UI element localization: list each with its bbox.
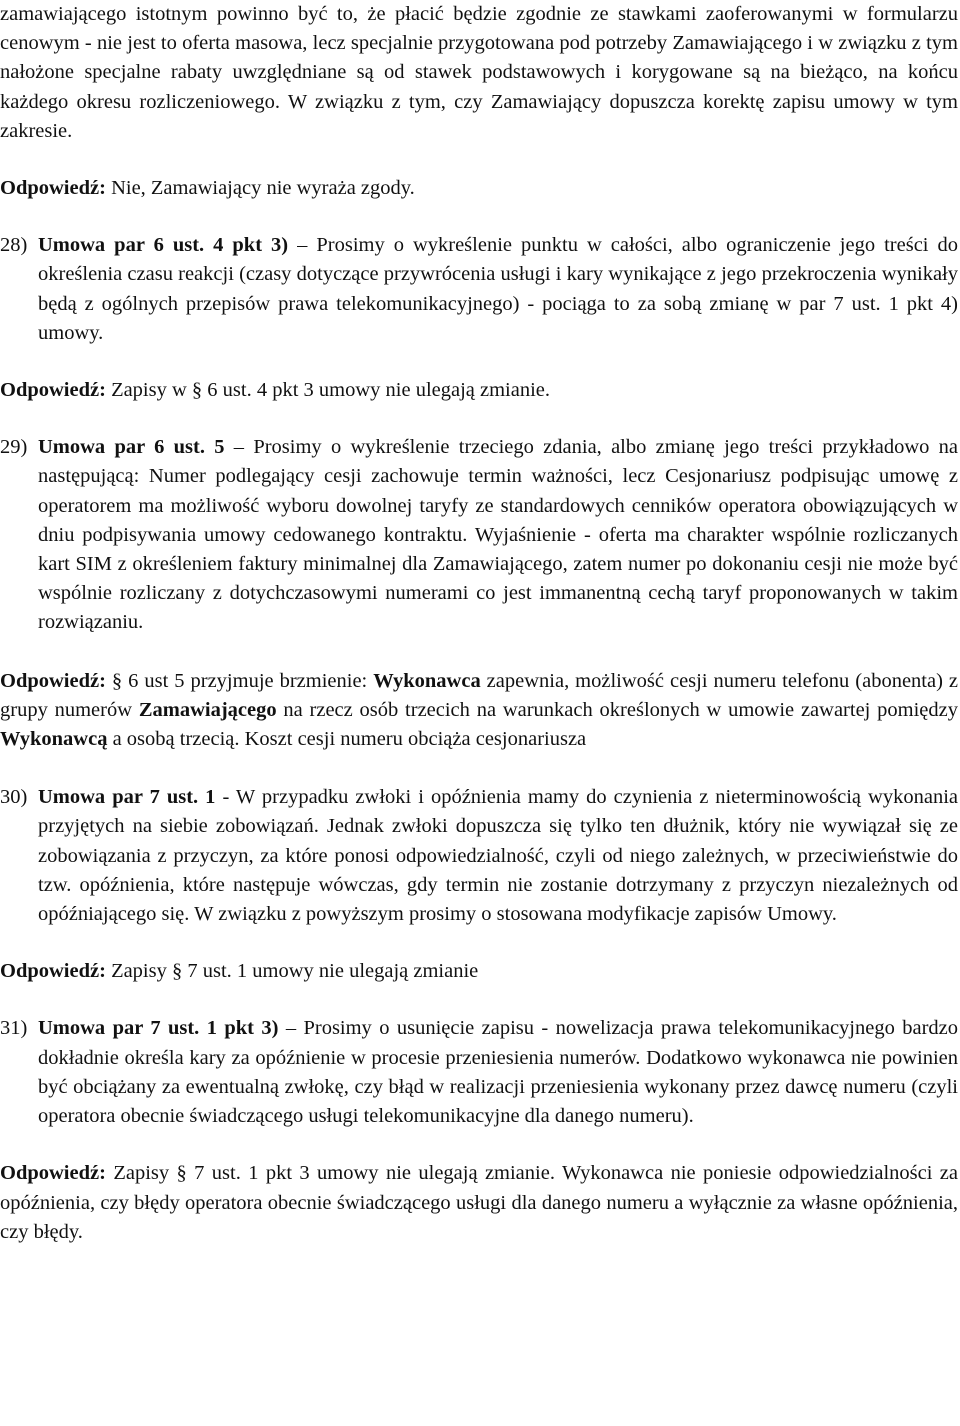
question-item-29 xyxy=(0,433,958,637)
answer-bold-term: Zamawiającego xyxy=(138,698,277,721)
answer-bold-term: Wykonawca xyxy=(373,669,481,692)
answer-label: Odpowiedź: xyxy=(0,379,106,402)
answer-31 xyxy=(0,1159,958,1247)
answer-text: Zapisy w § 6 ust. 4 pkt 3 umowy nie ulegają zmianie. xyxy=(105,379,551,402)
item-body xyxy=(38,433,958,637)
answer-27 xyxy=(0,174,958,203)
question-item-30 xyxy=(0,783,958,929)
answer-label: Odpowiedź: xyxy=(0,177,106,200)
answer-text: Nie, Zamawiający nie wyraża zgody. xyxy=(105,177,415,200)
answer-text: Zapisy § 7 ust. 1 pkt 3 umowy nie ulegają zmianie. Wykonawca nie poniesie odpowiedzialności za opóźnienia, czy błędy operatora obecnie świadczącego usługi dla danego numeru a wyłącznie za własne opóźnienia, czy błędy. xyxy=(0,1162,958,1243)
question-item-31 xyxy=(0,1014,958,1131)
item-reference: Umowa par 7 ust. 1 xyxy=(38,786,216,809)
item-body xyxy=(38,1014,958,1131)
answer-28 xyxy=(0,376,958,405)
question-item-28 xyxy=(0,231,958,348)
answer-text: § 6 ust 5 przyjmuje brzmienie: xyxy=(105,669,374,692)
item-reference: Umowa par 6 ust. 5 xyxy=(38,436,225,459)
item-text: – Prosimy o wykreślenie punktu w całości, albo ograniczenie jego treści do określenia czasu reakcji (czasy dotyczące przywrócenia usługi i kary wynikające z jego przekroczenia wynikały będą z ogólnych przepisów prawa telekomunikacyjnego) - pociąga to za sobą zmianę w par 7 ust. 1 pkt 4) umowy. xyxy=(38,234,958,344)
answer-label: Odpowiedź: xyxy=(0,669,106,692)
item-body xyxy=(38,231,958,348)
answer-text: Zapisy § 7 ust. 1 umowy nie ulegają zmianie xyxy=(105,960,479,983)
answer-label: Odpowiedź: xyxy=(0,1162,106,1185)
item-reference: Umowa par 6 ust. 4 pkt 3) xyxy=(38,234,289,257)
item-number: 28) xyxy=(0,234,28,257)
answer-29 xyxy=(0,667,958,755)
answer-text: a osobą trzecią. Koszt cesji numeru obciąża cesjonariusza xyxy=(107,728,587,751)
item-text: - W przypadku zwłoki i opóźnienia mamy do czynienia z nieterminowością wykonania przyjętych na siebie zobowiązań. Jednak zwłoki dopuszcza się tylko ten dłużnik, który nie wywiązał się ze zobowiązania z przyczyn, za które ponosi odpowiedzialność, czyli od niego zależnych, w przeciwieństwie do tzw. opóźnienia, które następuje wówczas, gdy termin nie zostanie dotrzymany z przyczyn niezależnych od opóźniającego się. W związku z powyższym prosimy o stosowana modyfikacje zapisów Umowy. xyxy=(38,786,958,926)
answer-bold-term: Wykonawcą xyxy=(0,728,108,751)
item-number: 31) xyxy=(0,1017,28,1040)
answer-text: zapewnia, możliwość cesji numeru telefonu (abonenta) z grupy numerów xyxy=(0,669,958,721)
item-reference: Umowa par 7 ust. 1 pkt 3) xyxy=(38,1017,279,1040)
answer-text: na rzecz osób trzecich na warunkach określonych w umowie zawartej pomiędzy xyxy=(276,698,958,721)
answer-30 xyxy=(0,957,958,986)
item-number: 30) xyxy=(0,786,28,809)
item-body xyxy=(38,783,958,929)
item-text: – Prosimy o wykreślenie trzeciego zdania, albo zmianę jego treści przykładowo na następującą: Numer podlegający cesji zachowuje termin ważności, lecz Cesjonariusz podpisując umowę z operatorem ma możliwość wyboru dowolnej taryfy ze standardowych cenników operatora obowiązujących w dniu podpisywania umowy cedowanego kontraktu. Wyjaśnienie - oferta ma charakter wspólnie rozliczanych kart SIM z określeniem faktury minimalnej dla Zamawiającego, zatem numer po dokonaniu cesji nie może być wspólnie rozliczany z dotychczasowymi numerami co jest immanentną cechą taryf proponowanych w takim rozwiązaniu. xyxy=(38,436,958,634)
item-text: – Prosimy o usunięcie zapisu - nowelizacja prawa telekomunikacyjnego bardzo dokładnie określa kary za opóźnienie w procesie przeniesienia numerów. Dodatkowo wykonawca nie powinien być obciążany za ewentualną zwłokę, czy błąd w realizacji przeniesienia wykonany przez dawcę numeru (czyli operatora obecnie świadczącego usługi telekomunikacyjne dla danego numeru). xyxy=(38,1017,958,1128)
item-number: 29) xyxy=(0,436,28,459)
answer-label: Odpowiedź: xyxy=(0,960,106,983)
intro-paragraph: zamawiającego istotnym powinno być to, że płacić będzie zgodnie ze stawkami zaoferowanymi w formularzu cenowym - nie jest to oferta masowa, lecz specjalnie przygotowana pod potrzeby Zamawiającego i w związku z tym nałożone specjalne rabaty uwzględniane są od stawek podstawowych i korygowane są na bieżąco, na końcu każdego okresu rozliczeniowego. W związku z tym, czy Zamawiający dopuszcza korektę zapisu umowy w tym zakresie. xyxy=(0,3,958,142)
